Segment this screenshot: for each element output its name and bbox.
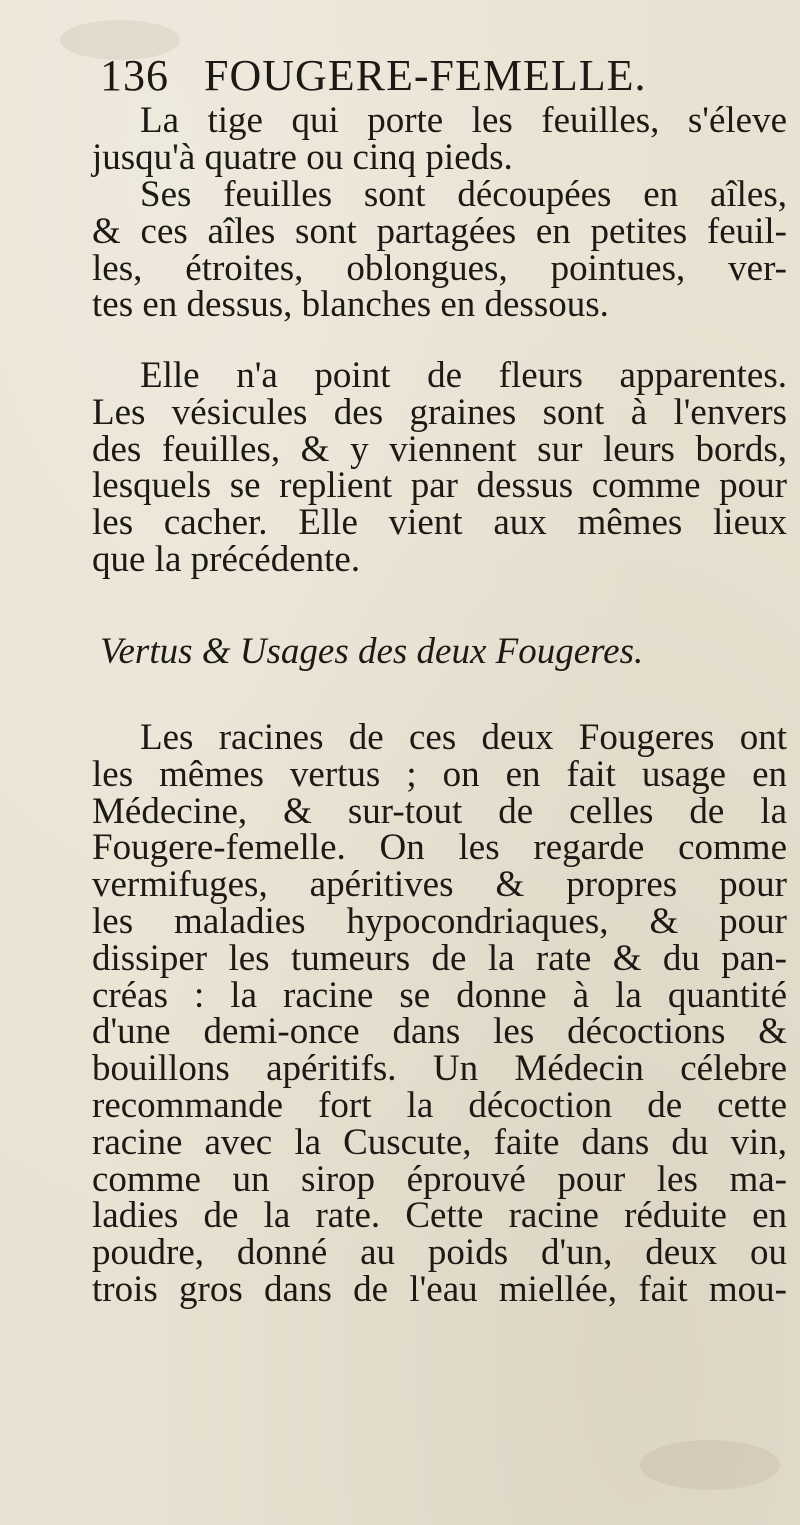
paragraph-leaves	[92, 174, 787, 326]
text-line: Ses feuilles sont découpées en aîles,	[140, 174, 787, 215]
text-line: les mêmes vertus ; on en fait usage en	[92, 753, 787, 795]
text-line: lesquels se replient par dessus comme pour	[92, 465, 787, 507]
text-line: Médecine, & sur-tout de celles de la	[92, 790, 787, 832]
text-line: créas : la racine se donne à la quantité	[92, 974, 787, 1016]
paper-stain	[640, 1440, 780, 1490]
text-line: Les vésicules des graines sont à l'envers	[92, 391, 787, 433]
page-header	[100, 46, 740, 106]
text-line: bouillons apéritifs. Un Médecin célebre	[92, 1048, 787, 1090]
paragraph-virtues	[92, 717, 787, 1310]
text-line: trois gros dans de l'eau miellée, fait mou-	[92, 1268, 787, 1310]
section-heading: Vertus & Usages des deux Fougeres.	[100, 631, 644, 672]
paragraph-stem	[92, 100, 787, 178]
text-line: tes en dessus, blanches en dessous.	[92, 284, 609, 326]
paragraph-flowers	[92, 355, 787, 580]
text-line: des feuilles, & y viennent sur leurs bords,	[92, 428, 787, 470]
text-line: les, étroites, oblongues, pointues, ver-	[92, 247, 787, 289]
text-line: d'une demi-once dans les décoctions &	[92, 1011, 787, 1053]
text-line: racine avec la Cuscute, faite dans du vin,	[92, 1121, 787, 1163]
text-line: recommande fort la décoction de cette	[92, 1084, 787, 1126]
text-line: comme un sirop éprouvé pour les ma-	[92, 1158, 787, 1200]
text-line: Fougere-femelle. On les regarde comme	[92, 827, 787, 869]
text-line: Elle n'a point de fleurs apparentes.	[140, 355, 787, 396]
text-line: les cacher. Elle vient aux mêmes lieux	[92, 502, 787, 544]
text-line: dissiper les tumeurs de la rate & du pan-	[92, 937, 787, 979]
text-line: La tige qui porte les feuilles, s'éleve	[140, 100, 787, 141]
text-line: jusqu'à quatre ou cinq pieds.	[92, 136, 513, 178]
text-line: vermifuges, apéritives & propres pour	[92, 864, 787, 906]
page-number: 136	[100, 51, 169, 100]
text-line: & ces aîles sont partagées en petites feuil-	[92, 210, 787, 252]
text-line: Les racines de ces deux Fougeres ont	[140, 717, 787, 758]
text-line: poudre, donné au poids d'un, deux ou	[92, 1232, 787, 1274]
text-line: que la précédente.	[92, 538, 361, 580]
running-title: FOUGERE-FEMELLE.	[204, 51, 647, 100]
text-line: ladies de la rate. Cette racine réduite en	[92, 1195, 787, 1237]
text-line: les maladies hypocondriaques, & pour	[92, 900, 787, 942]
